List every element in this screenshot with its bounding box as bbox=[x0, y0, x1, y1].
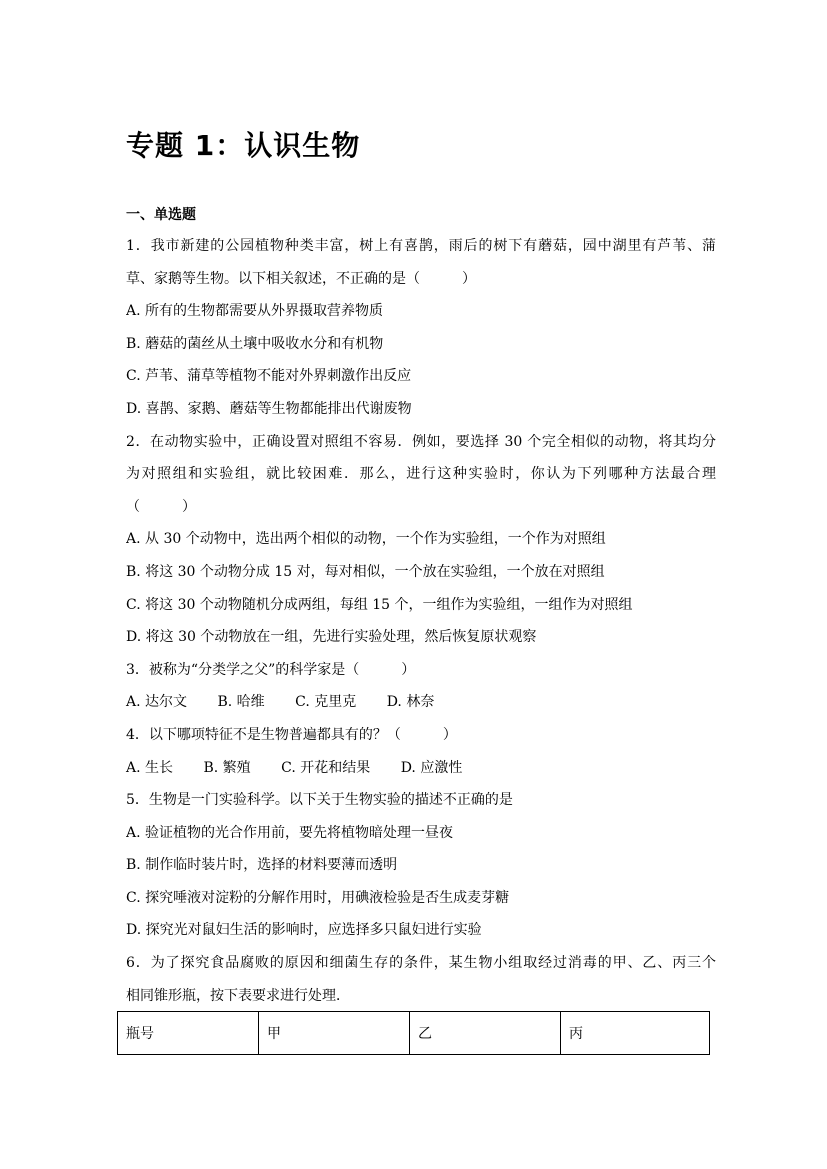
q1-option-a: A. 所有的生物都需要从外界摄取营养物质 bbox=[126, 303, 384, 320]
table-header-cell: 甲 bbox=[259, 1012, 410, 1055]
q1-option-d: D. 喜鹊、家鹅、蘑菇等生物都能排出代谢废物 bbox=[126, 400, 412, 417]
q4-option-a: A. 生长 bbox=[126, 759, 174, 776]
q2-stem-line2: 为对照组和实验组，就比较困难．那么，进行这种实验时，你认为下列哪种方法最合理 bbox=[126, 466, 716, 483]
q2-stem-line3: （ ） bbox=[126, 498, 196, 515]
table-header-cell: 丙 bbox=[561, 1012, 710, 1055]
q1-option-c: C. 芦苇、蒲草等植物不能对外界刺激作出反应 bbox=[126, 368, 412, 385]
q4-option-d: D. 应激性 bbox=[400, 759, 463, 776]
q1-stem-line2: 草、家鹅等生物。以下相关叙述，不正确的是（ ） bbox=[126, 270, 476, 287]
q2-option-a: A. 从 30 个动物中，选出两个相似的动物，一个作为实验组，一个作为对照组 bbox=[126, 531, 606, 548]
table-header-cell: 瓶号 bbox=[118, 1012, 259, 1055]
q5-stem: 5．生物是一门实验科学。以下关于生物实验的描述不正确的是 bbox=[126, 792, 513, 809]
q3-option-d: D. 林奈 bbox=[386, 694, 435, 711]
q5-option-a: A. 验证植物的光合作用前，要先将植物暗处理一昼夜 bbox=[126, 824, 454, 841]
page-title: 专题 1：认识生物 bbox=[126, 129, 361, 162]
q4-option-c: C. 开花和结果 bbox=[281, 759, 371, 776]
q6-stem-line1: 6．为了探究食品腐败的原因和细菌生存的条件，某生物小组取经过消毒的甲、乙、丙三个 bbox=[126, 955, 716, 972]
q2-option-c: C. 将这 30 个动物随机分成两组，每组 15 个，一组作为实验组，一组作为对照组 bbox=[126, 596, 633, 613]
q1-option-b: B. 蘑菇的菌丝从土壤中吸收水分和有机物 bbox=[126, 335, 384, 352]
q3-options bbox=[126, 686, 716, 719]
q6-table bbox=[117, 1011, 710, 1055]
q2-option-d: D. 将这 30 个动物放在一组，先进行实验处理，然后恢复原状观察 bbox=[126, 629, 537, 646]
section-heading: 一、单选题 bbox=[126, 207, 196, 223]
q4-stem: 4．以下哪项特征不是生物普遍都具有的？（ ） bbox=[126, 726, 457, 743]
q5-option-d: D. 探究光对鼠妇生活的影响时，应选择多只鼠妇进行实验 bbox=[126, 922, 482, 939]
q2-option-b: B. 将这 30 个动物分成 15 对，每对相似，一个放在实验组，一个放在对照组 bbox=[126, 563, 605, 580]
q3-option-c: C. 克里克 bbox=[295, 694, 357, 711]
q6-stem-line2: 相同锥形瓶，按下表要求进行处理． bbox=[126, 987, 350, 1004]
q1-stem-line1: 1．我市新建的公园植物种类丰富，树上有喜鹊，雨后的树下有蘑菇，园中湖里有芦苇、蒲 bbox=[126, 238, 716, 254]
table-header-cell: 乙 bbox=[410, 1012, 561, 1055]
q3-option-b: B. 哈维 bbox=[217, 694, 265, 711]
question-list bbox=[126, 230, 716, 1012]
q5-option-b: B. 制作临时装片时，选择的材料要薄而透明 bbox=[126, 857, 398, 874]
q4-option-b: B. 繁殖 bbox=[203, 759, 251, 776]
q2-stem-line1: 2．在动物实验中，正确设置对照组不容易．例如，要选择 30 个完全相似的动物，将其均分 bbox=[126, 433, 716, 450]
q3-option-a: A. 达尔文 bbox=[126, 694, 188, 711]
q5-option-c: C. 探究唾液对淀粉的分解作用时，用碘液检验是否生成麦芽糖 bbox=[126, 889, 510, 906]
q4-options bbox=[126, 752, 716, 785]
q3-stem: 3．被称为“分类学之父”的科学家是（ ） bbox=[126, 661, 416, 678]
table-header-row bbox=[118, 1012, 710, 1055]
